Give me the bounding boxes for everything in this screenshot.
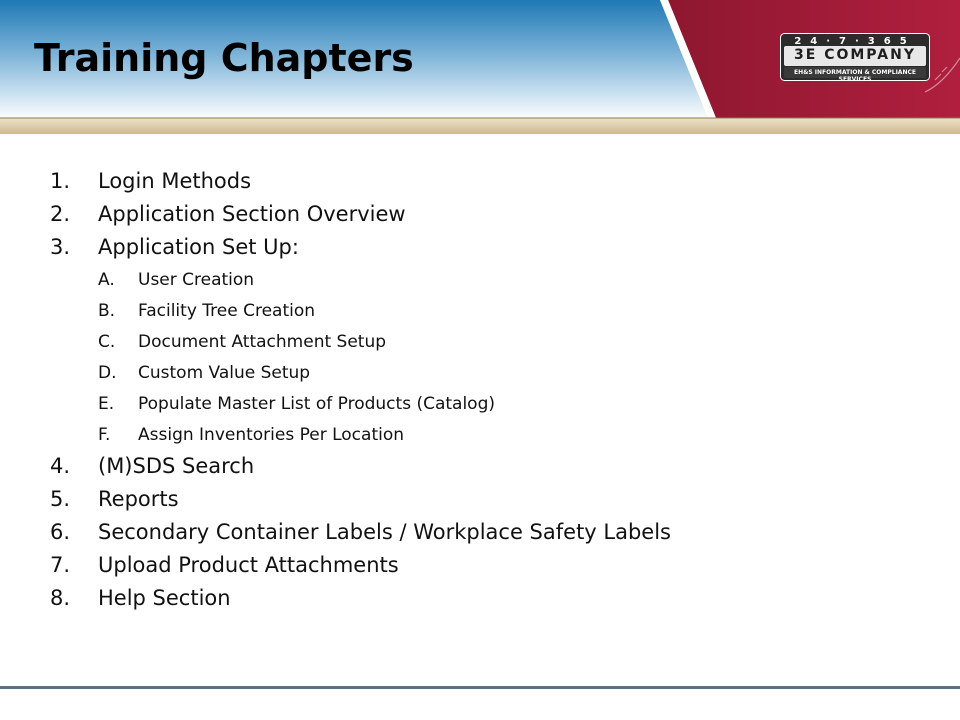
header-tan-stripe [0, 118, 960, 134]
subitem-label: Assign Inventories Per Location [138, 425, 405, 445]
chapter-list [50, 166, 930, 616]
subitem-letter: D. [98, 363, 117, 383]
subitem-letter: B. [98, 301, 116, 321]
setup-subitem [50, 327, 930, 358]
company-logo [780, 33, 930, 81]
subitem-letter: C. [98, 332, 116, 352]
slide-title: Training Chapters [34, 36, 414, 80]
setup-subitem [50, 389, 930, 420]
subitem-label: Facility Tree Creation [138, 301, 316, 321]
chapter-number: 7. [50, 553, 71, 577]
chapter-label: Login Methods [98, 169, 252, 193]
chapter-item [50, 550, 930, 583]
chapter-label: Reports [98, 487, 179, 511]
logo-tagline: EH&S INFORMATION & COMPLIANCE SERVICES [794, 69, 916, 83]
footer-divider [0, 686, 960, 689]
slide-header [0, 0, 960, 135]
chapter-item [50, 232, 930, 265]
chapter-item [50, 517, 930, 550]
setup-subitem [50, 296, 930, 327]
setup-subitem [50, 420, 930, 451]
setup-subitem [50, 265, 930, 296]
chapter-label: Upload Product Attachments [98, 553, 399, 577]
subitem-letter: A. [98, 270, 115, 290]
logo-digits: 24·7·365 [794, 36, 916, 47]
chapter-label: Application Set Up: [98, 235, 299, 259]
chapter-label: Help Section [98, 586, 231, 610]
chapter-item [50, 583, 930, 616]
chapter-number: 3. [50, 235, 71, 259]
chapter-item [50, 484, 930, 517]
subitem-letter: F. [98, 425, 111, 445]
chapter-number: 4. [50, 454, 71, 478]
chapter-number: 5. [50, 487, 71, 511]
chapter-item [50, 166, 930, 199]
subitem-label: Populate Master List of Products (Catalog) [138, 394, 496, 414]
chapter-item [50, 451, 930, 484]
chapter-number: 8. [50, 586, 71, 610]
subitem-label: Custom Value Setup [138, 363, 311, 383]
chapter-item [50, 199, 930, 232]
chapter-label: (M)SDS Search [98, 454, 255, 478]
setup-subitem [50, 358, 930, 389]
chapter-label: Secondary Container Labels / Workplace Safety Labels [98, 520, 671, 544]
logo-company-name: 3E COMPANY [794, 47, 916, 63]
chapter-number: 6. [50, 520, 71, 544]
subitem-letter: E. [98, 394, 115, 414]
chapter-number: 1. [50, 169, 71, 193]
chapter-number: 2. [50, 202, 71, 226]
subitem-label: User Creation [138, 270, 255, 290]
subitem-label: Document Attachment Setup [138, 332, 387, 352]
chapter-label: Application Section Overview [98, 202, 406, 226]
